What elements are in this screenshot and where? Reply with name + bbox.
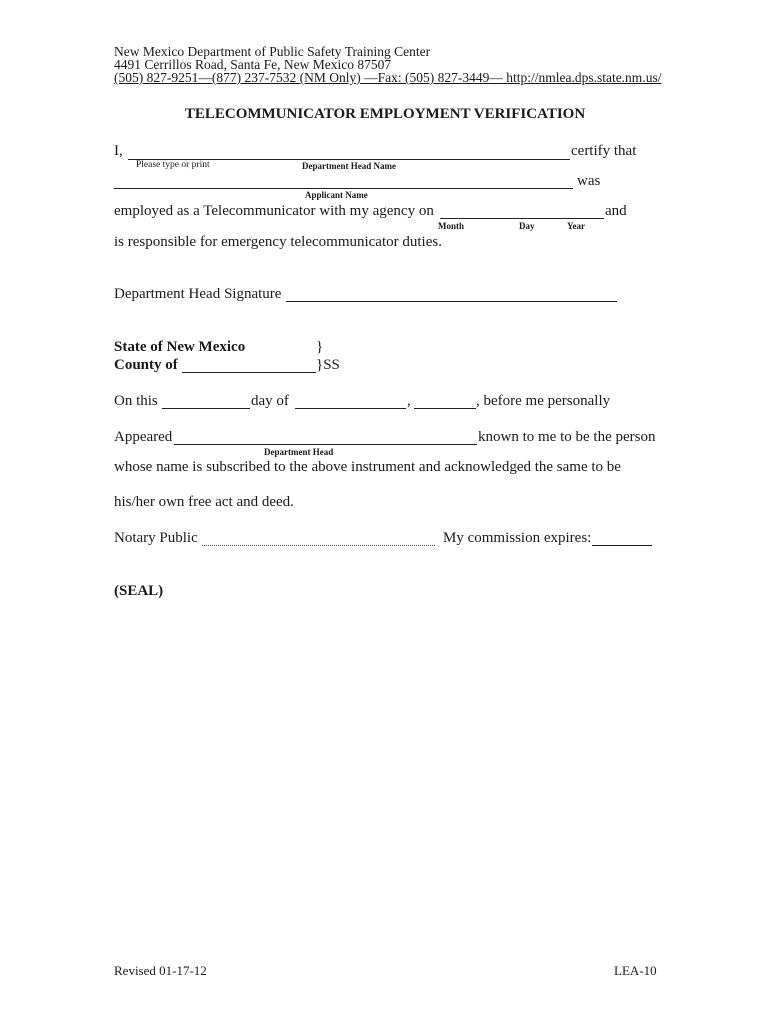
county-label: County of bbox=[114, 357, 178, 373]
org-address: 4491 Cerrillos Road, Santa Fe, New Mexico 87507 bbox=[114, 57, 392, 72]
hint-department-head: Department Head bbox=[264, 447, 334, 457]
free-act-text: his/her own free act and deed. bbox=[114, 494, 294, 510]
day-of-label: day of bbox=[251, 393, 289, 409]
hint-applicant-name: Applicant Name bbox=[305, 190, 368, 200]
on-this-label: On this bbox=[114, 393, 158, 409]
notary-public-label: Notary Public bbox=[114, 530, 198, 546]
whose-text: whose name is subscribed to the above instrument and acknowledged the same to be bbox=[114, 459, 621, 475]
employment-text: employed as a Telecommunicator with my agency on bbox=[114, 203, 434, 219]
commission-expires-field[interactable] bbox=[592, 545, 652, 546]
appeared-name-field[interactable] bbox=[174, 444, 477, 445]
org-contact: (505) 827-9251—(877) 237-7532 (NM Only) —Fax: (505) 827-3449— http://nmlea.dps.state.nm.us/ bbox=[114, 70, 662, 85]
org-name: New Mexico Department of Public Safety Training Center bbox=[114, 44, 431, 59]
ss-label: }SS bbox=[316, 357, 340, 373]
hint-month: Month bbox=[438, 221, 465, 231]
notary-year-field[interactable] bbox=[414, 408, 476, 409]
employment-and: and bbox=[605, 203, 627, 219]
before-me-label: , before me personally bbox=[476, 393, 611, 409]
state-label: State of New Mexico bbox=[114, 339, 246, 355]
hint-day: Day bbox=[519, 221, 535, 231]
certify-prefix: I, bbox=[114, 143, 123, 159]
revised-date: Revised 01-17-12 bbox=[114, 963, 207, 978]
comma-label: , bbox=[407, 393, 411, 409]
signature-field[interactable] bbox=[286, 301, 617, 302]
seal-label: (SEAL) bbox=[114, 583, 164, 599]
signature-label: Department Head Signature bbox=[114, 286, 282, 302]
commission-label: My commission expires: bbox=[443, 530, 592, 546]
was-label: was bbox=[577, 173, 601, 189]
notary-month-field[interactable] bbox=[295, 408, 406, 409]
notary-public-field[interactable] bbox=[202, 545, 435, 546]
hint-year: Year bbox=[567, 221, 585, 231]
employment-date-field[interactable] bbox=[440, 218, 604, 219]
notary-day-field[interactable] bbox=[162, 408, 250, 409]
state-brace: } bbox=[316, 339, 324, 355]
appeared-label: Appeared bbox=[114, 429, 173, 445]
certify-suffix: certify that bbox=[571, 143, 637, 159]
form-title: TELECOMMUNICATOR EMPLOYMENT VERIFICATION bbox=[184, 106, 586, 122]
applicant-name-field[interactable] bbox=[114, 188, 573, 189]
hint-department-head-name: Department Head Name bbox=[302, 161, 396, 171]
hint-type-print: Please type or print bbox=[136, 160, 210, 170]
known-label: known to me to be the person bbox=[478, 429, 656, 445]
county-field[interactable] bbox=[182, 372, 316, 373]
form-id: LEA-10 bbox=[614, 963, 657, 978]
duties-text: is responsible for emergency telecommunicator duties. bbox=[114, 234, 442, 250]
